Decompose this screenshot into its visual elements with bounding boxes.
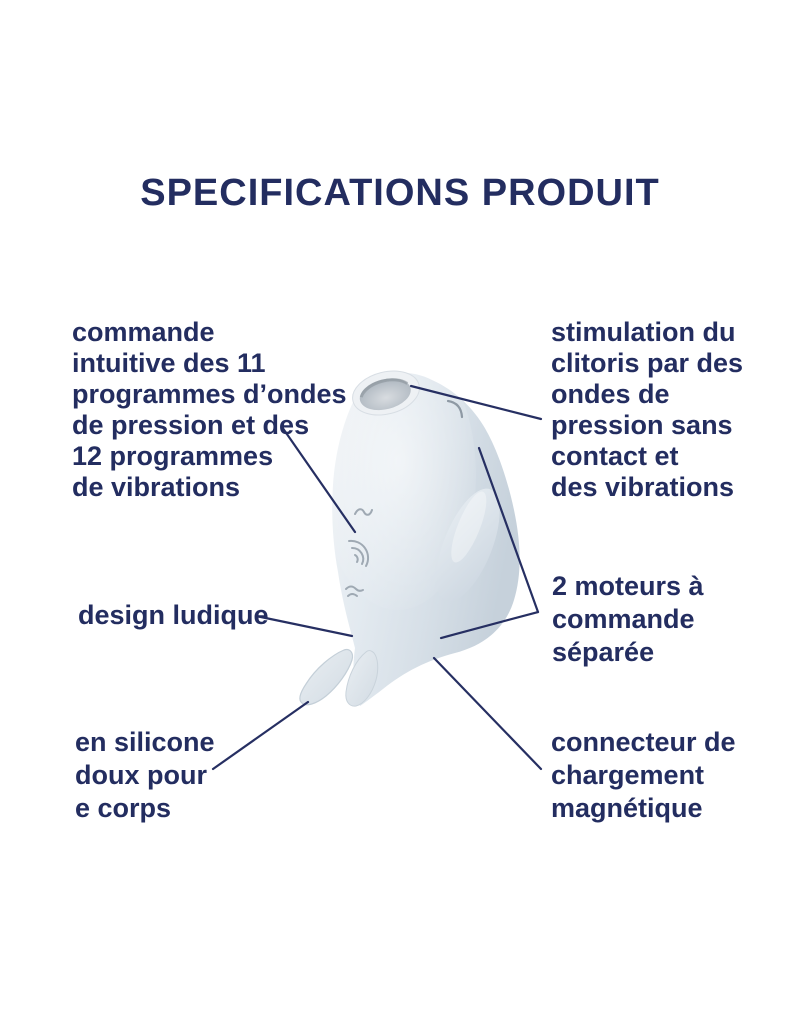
label-line: de vibrations [72,472,241,502]
label-line: intuitive des 11 [72,348,266,378]
label-line: séparée [552,637,655,667]
label-line: commande [552,604,695,634]
label-line: de pression et des [72,410,310,440]
label-line: 12 programmes [72,441,274,471]
label-silicone [75,726,215,825]
callout-line-design [256,616,352,636]
callout-line-connecteur [434,658,541,769]
label-line: chargement [551,760,705,790]
label-line: connecteur de [551,727,736,757]
label-line: pression sans [551,410,733,440]
label-commande [72,317,347,503]
page-title: SPECIFICATIONS PRODUIT [140,172,660,214]
label-line: des vibrations [551,472,735,502]
label-line: ondes de [551,379,670,409]
label-line: stimulation du [551,317,736,347]
label-line: 2 moteurs à [552,571,704,601]
label-moteurs [552,570,704,669]
label-connecteur [551,726,736,825]
label-line: magnétique [551,793,703,823]
label-line: doux pour [75,760,207,790]
label-stimulation [551,317,743,503]
label-line: programmes d’ondes [72,379,347,409]
tail-fin-outer [300,650,353,705]
label-line: commande [72,317,215,347]
label-line: en silicone [75,727,215,757]
label-line: clitoris par des [551,348,744,378]
label-line: e corps [75,793,172,823]
label-design [78,599,269,632]
label-line: contact et [551,441,679,471]
callout-line-silicone [213,702,308,769]
label-line: design ludique [78,600,269,630]
